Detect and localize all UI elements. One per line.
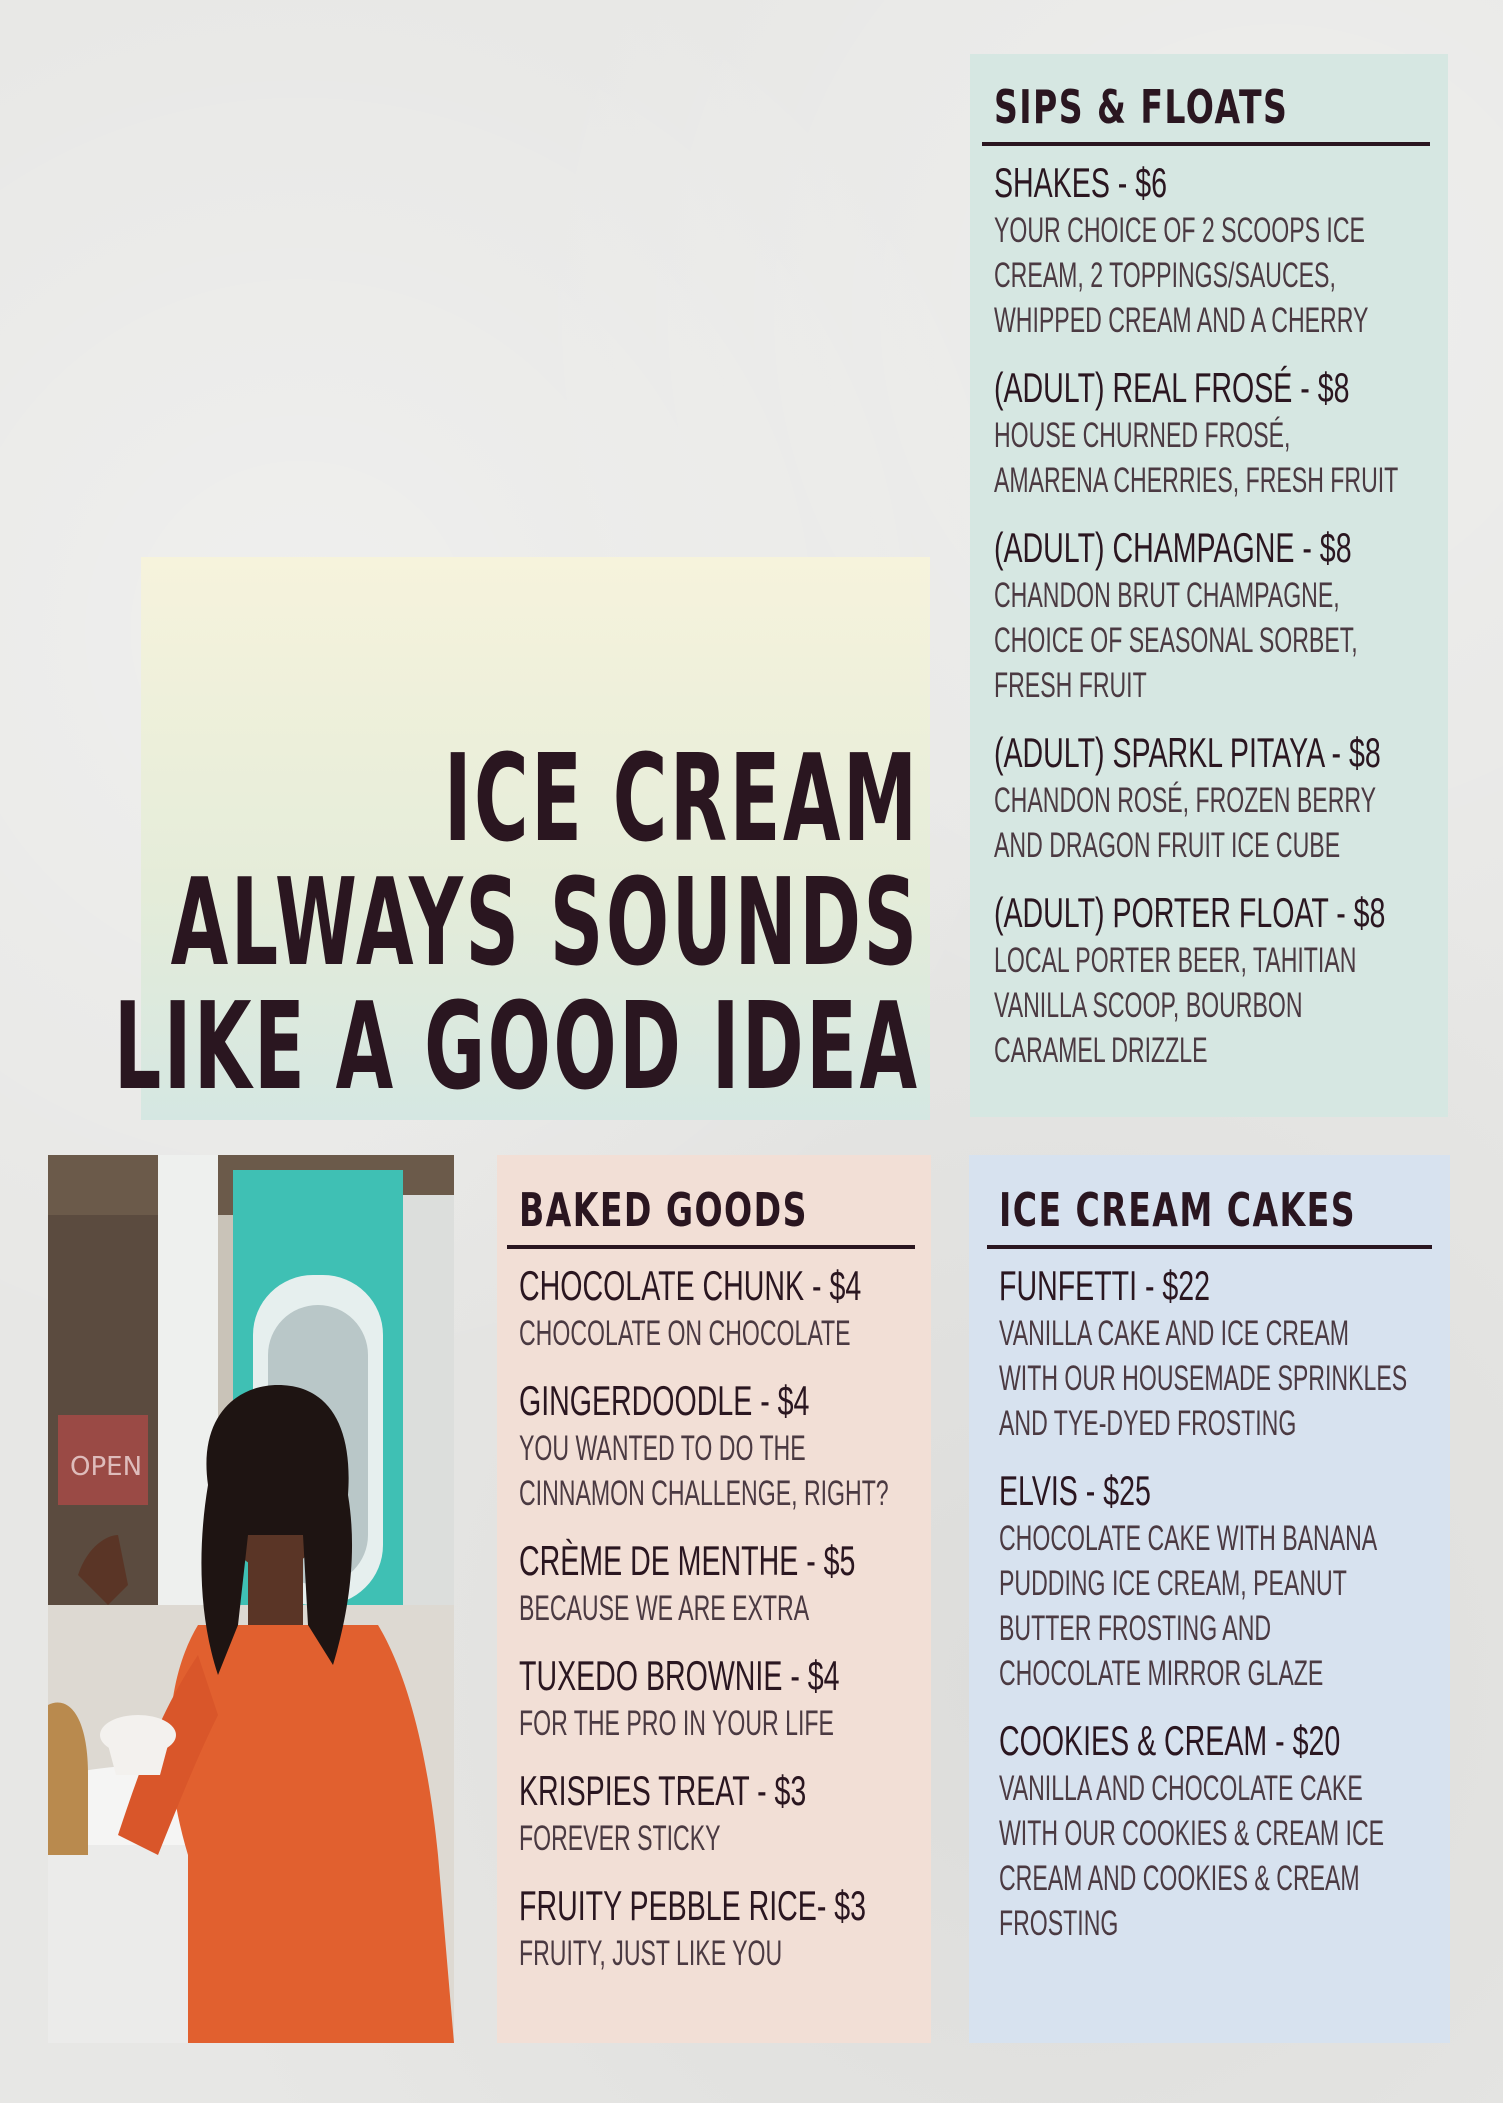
- menu-item-description: [519, 1426, 915, 1516]
- description-line: PUDDING ICE CREAM, PEANUT: [999, 1564, 1347, 1603]
- menu-list: [994, 158, 1430, 1073]
- menu-item-description: [519, 1311, 915, 1356]
- customer-photo: [48, 1155, 454, 2043]
- open-sign-text: OPEN: [70, 1452, 143, 1482]
- section-title: ICE CREAM CAKES: [999, 1183, 1357, 1237]
- baked-goods-section: [497, 1155, 931, 2043]
- menu-item: [994, 523, 1430, 708]
- description-line: CREAM AND COOKIES & CREAM: [999, 1859, 1360, 1898]
- menu-item: [999, 1261, 1432, 1446]
- menu-list: [999, 1261, 1432, 1946]
- description-line: YOU WANTED TO DO THE: [519, 1429, 806, 1468]
- section-divider: [507, 1245, 915, 1249]
- section-divider: [982, 142, 1430, 146]
- sips-floats-section: [970, 54, 1448, 1117]
- description-line: VANILLA SCOOP, BOURBON: [994, 986, 1303, 1025]
- tagline-line: LIKE A GOOD IDEA: [114, 978, 920, 1117]
- menu-item: [994, 888, 1430, 1073]
- menu-item: [519, 1376, 915, 1516]
- menu-item-description: [519, 1931, 915, 1976]
- menu-item-title: CRÈME DE MENTHE - $5: [519, 1537, 856, 1584]
- description-line: FOREVER STICKY: [519, 1819, 721, 1858]
- description-line: YOUR CHOICE OF 2 SCOOPS ICE: [994, 211, 1365, 250]
- tagline-line: ALWAYS SOUNDS: [171, 854, 920, 993]
- menu-item: [519, 1536, 915, 1631]
- menu-item-title: TUXEDO BROWNIE - $4: [519, 1652, 840, 1699]
- description-line: FROSTING: [999, 1904, 1119, 1943]
- menu-item-title: FRUITY PEBBLE RICE- $3: [519, 1882, 867, 1929]
- menu-item: [994, 158, 1430, 343]
- menu-item-title: SHAKES - $6: [994, 159, 1168, 206]
- menu-item-title: KRISPIES TREAT - $3: [519, 1767, 807, 1814]
- description-line: CREAM, 2 TOPPINGS/SAUCES,: [994, 256, 1336, 295]
- menu-item-description: [999, 1766, 1432, 1946]
- menu-item-description: [994, 413, 1430, 503]
- tagline: [0, 730, 920, 1117]
- description-line: BUTTER FROSTING AND: [999, 1609, 1272, 1648]
- description-line: CHOCOLATE MIRROR GLAZE: [999, 1654, 1324, 1693]
- menu-item-description: [519, 1586, 915, 1631]
- description-line: VANILLA AND CHOCOLATE CAKE: [999, 1769, 1363, 1808]
- description-line: WITH OUR COOKIES & CREAM ICE: [999, 1814, 1385, 1853]
- section-title: BAKED GOODS: [519, 1183, 808, 1237]
- description-line: AND TYE-DYED FROSTING: [999, 1404, 1297, 1443]
- description-line: FRESH FRUIT: [994, 666, 1147, 705]
- menu-item-title: GINGERDOODLE - $4: [519, 1377, 810, 1424]
- menu-item-description: [994, 573, 1430, 708]
- menu-item: [994, 728, 1430, 868]
- menu-item-title: (ADULT) PORTER FLOAT - $8: [994, 889, 1386, 936]
- description-line: CHOICE OF SEASONAL SORBET,: [994, 621, 1358, 660]
- menu-item-title: (ADULT) SPARKL PITAYA - $8: [994, 729, 1381, 776]
- menu-list: [519, 1261, 915, 1976]
- tagline-line: ICE CREAM: [444, 730, 920, 869]
- description-line: CINNAMON CHALLENGE, RIGHT?: [519, 1474, 889, 1513]
- menu-item: [999, 1466, 1432, 1696]
- menu-item: [994, 363, 1430, 503]
- menu-item-description: [999, 1311, 1432, 1446]
- description-line: BECAUSE WE ARE EXTRA: [519, 1589, 810, 1628]
- description-line: CHANDON BRUT CHAMPAGNE,: [994, 576, 1340, 615]
- description-line: CHANDON ROSÉ, FROZEN BERRY: [994, 781, 1377, 820]
- photo-illustration: [48, 1155, 454, 2043]
- description-line: CHOCOLATE CAKE WITH BANANA: [999, 1519, 1378, 1558]
- description-line: WITH OUR HOUSEMADE SPRINKLES: [999, 1359, 1408, 1398]
- section-divider: [987, 1245, 1432, 1249]
- description-line: CHOCOLATE ON CHOCOLATE: [519, 1314, 851, 1353]
- description-line: LOCAL PORTER BEER, TAHITIAN: [994, 941, 1357, 980]
- description-line: HOUSE CHURNED FROSÉ,: [994, 416, 1291, 455]
- description-line: AMARENA CHERRIES, FRESH FRUIT: [994, 461, 1399, 500]
- menu-item-title: COOKIES & CREAM - $20: [999, 1717, 1341, 1764]
- menu-item-description: [519, 1701, 915, 1746]
- section-title: SIPS & FLOATS: [994, 80, 1289, 134]
- menu-item: [519, 1261, 915, 1356]
- menu-item-title: FUNFETTI - $22: [999, 1262, 1211, 1309]
- description-line: AND DRAGON FRUIT ICE CUBE: [994, 826, 1341, 865]
- menu-item-title: (ADULT) REAL FROSÉ - $8: [994, 364, 1350, 411]
- menu-item-description: [519, 1816, 915, 1861]
- description-line: FOR THE PRO IN YOUR LIFE: [519, 1704, 834, 1743]
- menu-item: [519, 1651, 915, 1746]
- description-line: VANILLA CAKE AND ICE CREAM: [999, 1314, 1350, 1353]
- menu-item-description: [994, 778, 1430, 868]
- menu-item-description: [994, 208, 1430, 343]
- description-line: CARAMEL DRIZZLE: [994, 1031, 1208, 1070]
- menu-item: [999, 1716, 1432, 1946]
- ice-cream-cakes-section: [969, 1155, 1450, 2043]
- menu-item-description: [994, 938, 1430, 1073]
- description-line: WHIPPED CREAM AND A CHERRY: [994, 301, 1369, 340]
- menu-item-title: (ADULT) CHAMPAGNE - $8: [994, 524, 1352, 571]
- tagline-panel: [114, 557, 930, 1120]
- menu-item-title: ELVIS - $25: [999, 1467, 1151, 1514]
- menu-item-title: CHOCOLATE CHUNK - $4: [519, 1262, 862, 1309]
- description-line: FRUITY, JUST LIKE YOU: [519, 1934, 783, 1973]
- menu-item: [519, 1766, 915, 1861]
- menu-item-description: [999, 1516, 1432, 1696]
- menu-item: [519, 1881, 915, 1976]
